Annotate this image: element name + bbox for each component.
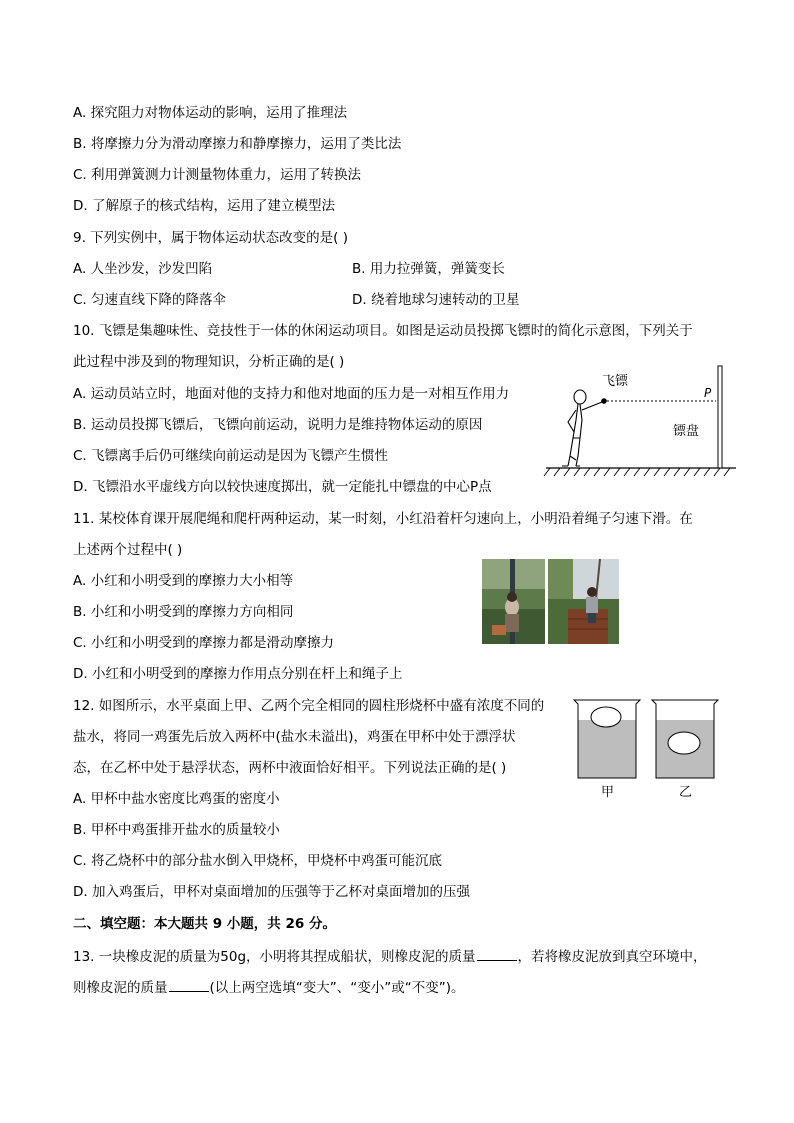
thrower-figure (562, 390, 602, 466)
q10-option-c: C. 飞镖离手后仍可继续向前运动是因为飞镖产生惯性 (73, 448, 389, 464)
section-2-title: 二、填空题：本大题共 9 小题，共 26 分。 (73, 916, 336, 932)
dart-label: 飞镖 (602, 374, 629, 389)
q9-option-b: B. 用力拉弹簧，弹簧变长 (352, 261, 505, 277)
beaker-a (574, 700, 640, 778)
q13-line2 (73, 977, 465, 998)
q12-option-b: B. 甲杯中鸡蛋排开盐水的质量较小 (73, 822, 280, 838)
pole-climb-photo (482, 559, 545, 644)
q10-stem-line1: 10. 飞镖是集趣味性、竞技性于一体的休闲运动项目。如图是运动员投掷飞镖时的简化示意图，下列关于 (73, 323, 693, 339)
q13-line1-text-b: ，若将橡皮泥放到真空环境中， (517, 949, 707, 965)
q12-stem-line2: 盐水，将同一鸡蛋先后放入两杯中(盐水未溢出)，鸡蛋在甲杯中处于漂浮状 (73, 729, 516, 745)
q12-stem-line1: 12. 如图所示，水平桌面上甲、乙两个完全相同的圆柱形烧杯中盛有浓度不同的 (73, 698, 545, 714)
q12-stem-line3: 态，在乙杯中处于悬浮状态，两杯中液面恰好相平。下列说法正确的是( ) (73, 760, 507, 776)
beaker-b-label: 乙 (679, 785, 693, 800)
dart-figure (540, 360, 740, 480)
q8-option-b: B. 将摩擦力分为滑动摩擦力和静摩擦力，运用了类比法 (73, 136, 402, 152)
q13-line2-text-a: 则橡皮泥的质量 (73, 980, 168, 996)
q10-option-b: B. 运动员投掷飞镖后，飞镖向前运动，说明力是维持物体运动的原因 (73, 417, 483, 433)
q9-option-c: C. 匀速直线下降的降落伞 (73, 292, 227, 308)
beaker-a-label: 甲 (601, 785, 615, 800)
q13-line1-text-a: 13. 一块橡皮泥的质量为50g，小明将其捏成船状，则橡皮泥的质量 (73, 949, 476, 965)
q11-stem-line1: 11. 某校体育课开展爬绳和爬杆两种运动，某一时刻，小红沿着杆匀速向上，小明沿着绳子匀速下滑。在 (73, 511, 693, 527)
beaker-figure (570, 694, 720, 804)
q9-stem: 9. 下列实例中，属于物体运动状态改变的是( ) (73, 230, 348, 246)
point-p-label: P (704, 386, 712, 400)
q8-option-d: D. 了解原子的核式结构，运用了建立模型法 (73, 198, 335, 214)
q12-option-a: A. 甲杯中盐水密度比鸡蛋的密度小 (73, 791, 280, 807)
q10-option-a: A. 运动员站立时，地面对他的支持力和他对地面的压力是一对相互作用力 (73, 386, 510, 402)
q8-option-a: A. 探究阻力对物体运动的影响，运用了推理法 (73, 105, 348, 121)
board-label: 镖盘 (673, 424, 700, 439)
q11-option-a: A. 小红和小明受到的摩擦力大小相等 (73, 573, 294, 589)
q13-line1 (73, 946, 707, 967)
q13-line2-text-b: (以上两空选填“变大”、“变小”或“不变”)。 (209, 980, 465, 996)
rope-climb-photo (548, 559, 619, 644)
q10-stem-line2: 此过程中涉及到的物理知识，分析正确的是( ) (73, 354, 345, 370)
q13-blank-2[interactable] (169, 977, 209, 992)
dart-icon (601, 398, 607, 404)
q11-option-d: D. 小红和小明受到的摩擦力作用点分别在杆上和绳子上 (73, 666, 403, 682)
q12-option-c: C. 将乙烧杯中的部分盐水倒入甲烧杯，甲烧杯中鸡蛋可能沉底 (73, 853, 443, 869)
q11-option-c: C. 小红和小明受到的摩擦力都是滑动摩擦力 (73, 635, 335, 651)
q13-blank-1[interactable] (477, 946, 517, 961)
q11-option-b: B. 小红和小明受到的摩擦力方向相同 (73, 604, 294, 620)
q11-stem-line2: 上述两个过程中( ) (73, 542, 183, 558)
q9-option-a: A. 人坐沙发，沙发凹陷 (73, 261, 213, 277)
q9-option-d: D. 绕着地球匀速转动的卫星 (352, 292, 520, 308)
q10-option-d: D. 飞镖沿水平虚线方向以较快速度掷出，就一定能扎中镖盘的中心P点 (73, 479, 492, 495)
q12-option-d: D. 加入鸡蛋后，甲杯对桌面增加的压强等于乙杯对桌面增加的压强 (73, 884, 470, 900)
q8-option-c: C. 利用弹簧测力计测量物体重力，运用了转换法 (73, 167, 362, 183)
beaker-b (652, 700, 718, 778)
